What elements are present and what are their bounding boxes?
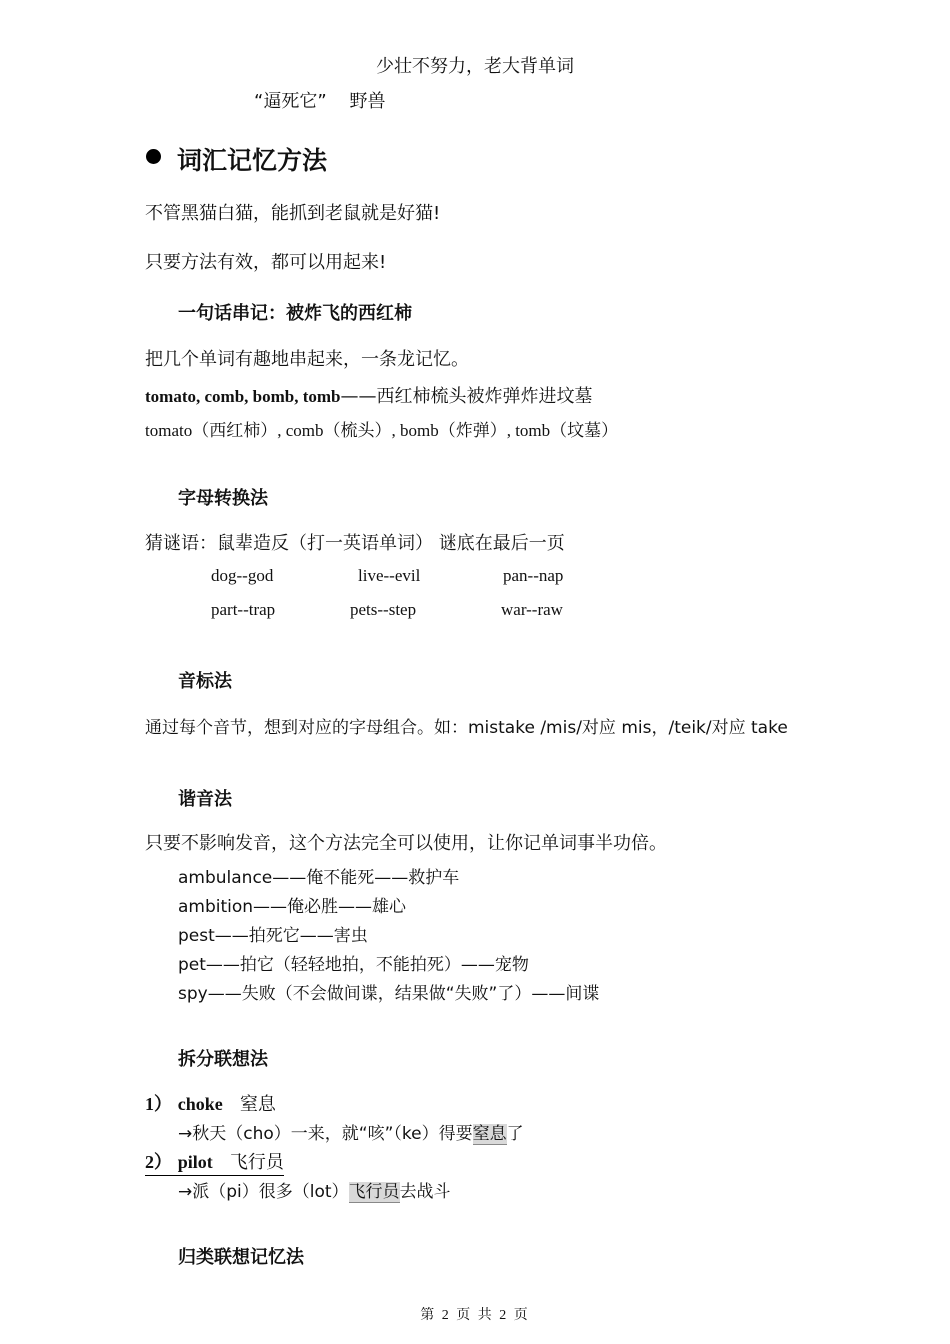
- split-item-2-word: pilot: [177, 1152, 213, 1172]
- split-item-1-word: choke: [177, 1094, 223, 1114]
- intro-line-1: 不管黑猫白猫，能抓到老鼠就是好猫!: [145, 203, 441, 224]
- homophone-ambulance: ambulance——俺不能死——救护车: [178, 868, 460, 888]
- method-1-line-1: [145, 382, 593, 408]
- split-item-2-expl-text: →派（pi）很多（lot）: [178, 1182, 349, 1202]
- bullet-icon: [146, 149, 161, 164]
- method-4-desc: 只要不影响发音，这个方法完全可以使用，让你记单词事半功倍。: [145, 833, 667, 854]
- split-item-2-expl-end: 去战斗: [399, 1182, 451, 1202]
- method-4-title: 谐音法: [178, 789, 232, 810]
- split-item-1-explanation: [178, 1119, 524, 1144]
- split-item-2-highlight: 飞行员: [348, 1182, 400, 1202]
- homophone-spy: spy——失败（不会做间谍，结果做“失败”了）——间谍: [178, 984, 600, 1004]
- subtitle-quote: “逼死它”: [254, 91, 327, 112]
- split-item-choke: [145, 1090, 276, 1116]
- pair-war-raw: war--raw: [501, 600, 563, 619]
- split-item-1-number: 1）: [145, 1094, 172, 1114]
- method-3-title: 音标法: [178, 671, 232, 692]
- method-1-desc: 把几个单词有趣地串起来，一条龙记忆。: [145, 349, 469, 370]
- page-header-title: 少壮不努力，老大背单词: [376, 56, 574, 77]
- homophone-ambition: ambition——俺必胜——雄心: [178, 897, 407, 917]
- method-1-words: tomato, comb, bomb, tomb: [145, 387, 341, 406]
- pair-live-evil: live--evil: [358, 566, 421, 585]
- method-1-line-2: tomato（西红柿）, comb（梳头）, bomb（炸弹）, tomb（坟墓）: [145, 421, 619, 440]
- split-item-1-expl-text: →秋天（cho）一来，就“咳”（ke）得要: [178, 1124, 473, 1144]
- homophone-pest: pest——拍死它——害虫: [178, 926, 368, 946]
- pair-part-trap: part--trap: [211, 600, 276, 619]
- method-6-title: 归类联想记忆法: [178, 1247, 304, 1268]
- method-2-title: 字母转换法: [178, 488, 268, 509]
- pair-pets-step: pets--step: [350, 600, 417, 619]
- pair-pan-nap: pan--nap: [503, 566, 564, 585]
- intro-line-2: 只要方法有效，都可以用起来!: [145, 252, 387, 273]
- split-item-1-expl-end: 了: [506, 1124, 524, 1144]
- pair-dog-god: dog--god: [211, 566, 274, 585]
- method-2-riddle: 猜谜语：鼠辈造反（打一英语单词） 谜底在最后一页: [145, 533, 565, 554]
- split-item-pilot: [145, 1148, 284, 1176]
- split-item-1-highlight: 窒息: [472, 1124, 507, 1144]
- split-item-2-explanation: [178, 1177, 451, 1202]
- split-item-2-number: 2）: [145, 1152, 172, 1172]
- page-footer: 第 2 页 共 2 页: [420, 1308, 530, 1323]
- method-1-story: ——西红柿梳头被炸弹炸进坟墓: [340, 386, 593, 407]
- method-1-title: 一句话串记：被炸飞的西红柿: [178, 303, 412, 324]
- method-5-title: 拆分联想法: [178, 1049, 268, 1070]
- subtitle-beast: 野兽: [349, 91, 386, 112]
- section-title: 词汇记忆方法: [177, 146, 328, 175]
- homophone-pet: pet——拍它（轻轻地拍，不能拍死）——宠物: [178, 955, 529, 975]
- method-3-desc: 通过每个音节，想到对应的字母组合。如：mistake /mis/对应 mis，/teik/对应 take: [145, 718, 788, 738]
- split-item-2-meaning: 飞行员: [229, 1152, 284, 1173]
- page-header-subtitle: [254, 87, 386, 113]
- split-item-1-meaning: 窒息: [239, 1094, 276, 1115]
